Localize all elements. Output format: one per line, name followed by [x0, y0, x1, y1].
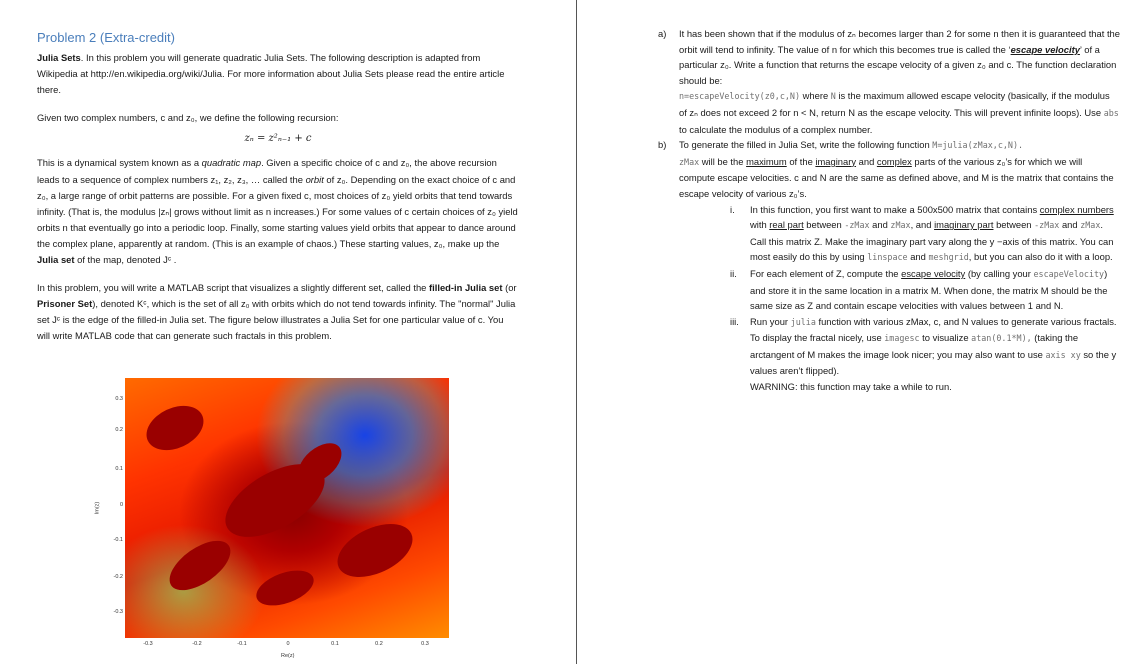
- julia-set-figure: [94, 377, 449, 664]
- warning-text: WARNING: this function may take a while to run.: [750, 381, 952, 393]
- task-b: b) To generate the filled in Julia Set, write the following function M=julia(zMax,c,N). zMax will be the maximum of the imaginary and complex parts of the various z₀’s for which we will compute escape velocities. c and N are the same as defined above, and M is the matrix that contains the escape velocity of various z₀’s.: [658, 139, 1114, 199]
- x-tick: -0.1: [237, 641, 247, 647]
- problem-heading: Problem 2 (Extra-credit): [37, 30, 175, 45]
- x-tick: 0.1: [331, 641, 339, 647]
- x-tick: -0.2: [192, 641, 202, 647]
- right-column: [658, 26, 1120, 395]
- x-tick: 0.3: [421, 641, 429, 647]
- task-b-ii: ii. For each element of Z, compute the escape velocity (by calling your escapeVelocity) and store it in the same location in a matrix M. When done, the matrix M should be the same size as Z and contain escape velocities with values between 1 and N.: [730, 267, 1108, 312]
- dynamical-system-paragraph: This is a dynamical system known as a quadratic map. Given a specific choice of c and z₀, the above recursion leads to a sequence of complex numbers z₁, z₂, z₃, … called the orbit of z₀. Depending on the exact choice of c and z₀, a large range of orbit patterns are possible. For a given fixed c, most choices of z₀ yield orbits that tend towards infinity. (That is, the modulus |zₙ| grows without limit as n increases.) For some values of c certain choices of z₀ yield orbits n that eventually go into a periodic loop. Finally, some starting values yield orbits that appear to dance around the complex plane, apparently at random. (This is an example of chaos.) These starting values, z₀, make up the Julia set of the map, denoted Jᶜ .: [37, 157, 518, 266]
- matlab-paragraph: In this problem, you will write a MATLAB script that visualizes a slightly different set, called the filled-in Julia set (or Prisoner Set), denoted Kᶜ, which is the set of all z₀ with orbits which do not tend towards infinity. The "normal" Julia set Jᶜ is the edge of the filled-in Julia set. The figure below illustrates a Julia Set for one particular value of c. You will write MATLAB code that can generate such fractals in this problem.: [37, 282, 517, 342]
- y-tick: 0: [119, 502, 123, 508]
- y-tick: -0.3: [113, 609, 123, 615]
- task-list: [658, 26, 1120, 395]
- y-tick: 0.3: [115, 396, 123, 402]
- page-divider: [576, 0, 577, 664]
- x-tick: -0.3: [143, 641, 153, 647]
- intro-paragraph: Julia Sets. In this problem you will generate quadratic Julia Sets. The following description is adapted from Wikipedia at http://en.wikipedia.org/wiki/Julia. For more information about Julia Sets please read the entire article there.: [37, 52, 505, 96]
- y-axis-label: Im(z): [94, 501, 101, 515]
- y-tick: -0.2: [113, 574, 123, 580]
- left-column: [37, 28, 519, 345]
- intro-bold: Julia Sets: [37, 52, 81, 63]
- x-tick: 0.2: [375, 641, 383, 647]
- task-a: a) It has been shown that if the modulus of zₙ becomes larger than 2 for some n then it is guaranteed that the orbit will tend to infinity. The value of n for which this becomes true is called the ‘escape velocity’ of a particular z₀. Write a function that returns the escape velocity of a given z₀ and c. The function declaration should be: n=escapeVelocity(z0,c,N) where N is the maximum allowed escape velocity (basically, if the modulus of zₙ does not exceed 2 for n < N, return N as the escape velocity. This will prevent infinite loops). Use abs to calculate the modulus of a complex number.: [658, 28, 1120, 135]
- y-tick: 0.1: [115, 466, 123, 472]
- task-b-iii: iii. Run your julia function with various zMax, c, and N values to generate various fractals. To display the fractal nicely, use imagesc to visualize atan(0.1*M), (taking the arctangent of M makes the image look nicer; you may also want to use axis xy so the y values aren’t flipped). WARNING: this function may take a while to run.: [730, 315, 1117, 393]
- recursion-equation: zₙ = z²ₙ₋₁ + c: [244, 133, 312, 145]
- given-paragraph: Given two complex numbers, c and z₀, we define the following recursion:: [37, 112, 339, 124]
- y-tick: -0.1: [113, 537, 123, 543]
- x-axis-label: Re(z): [281, 653, 295, 659]
- task-b-i: i. In this function, you first want to make a 500x500 matrix that contains complex numbers with real part between -zMax and zMax, and imaginary part between -zMax and zMax. Call this matrix Z. Make the imaginary part vary along the y −axis of this matrix. You can most easily do this by using linspace and meshgrid, but you can also do it with a loop.: [730, 203, 1114, 263]
- julia-fractal-image: [125, 378, 449, 638]
- y-tick: 0.2: [115, 427, 123, 433]
- x-tick: 0: [286, 641, 290, 647]
